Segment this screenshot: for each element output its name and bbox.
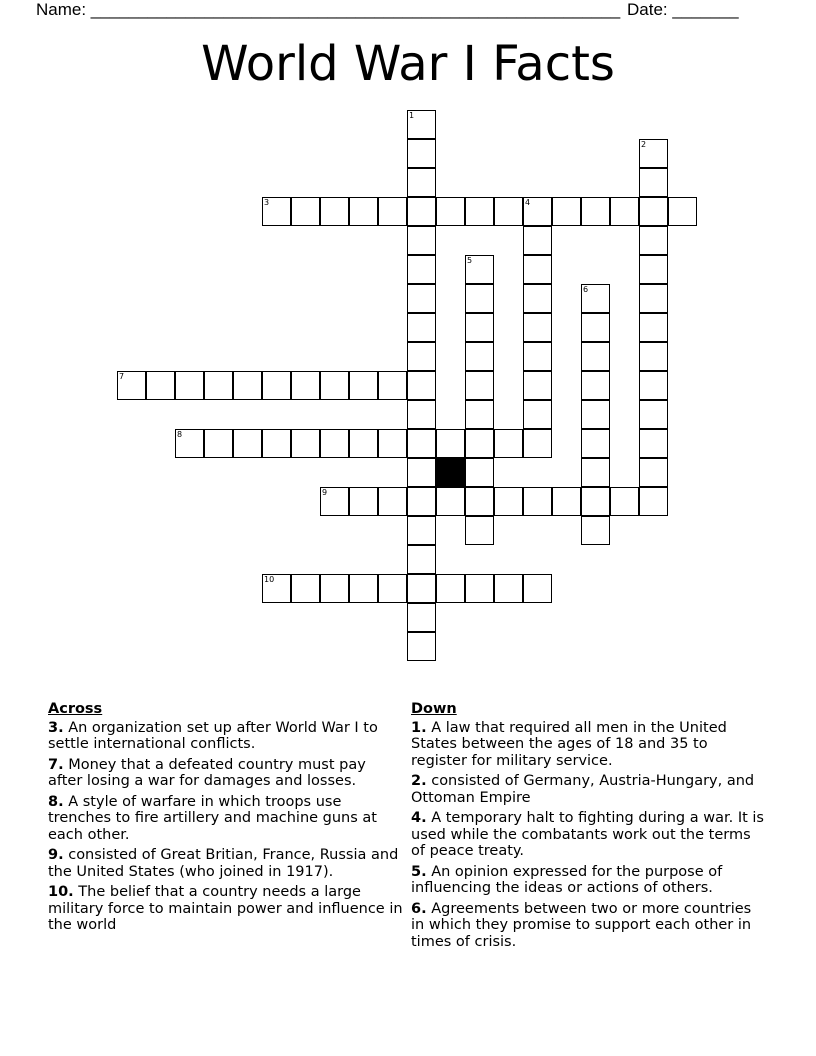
grid-cell[interactable]: [320, 574, 349, 603]
grid-cell[interactable]: [407, 110, 436, 139]
grid-cell[interactable]: [465, 574, 494, 603]
cell-number: 1: [409, 111, 415, 120]
clue-number: 7.: [48, 756, 64, 773]
grid-cell[interactable]: [639, 168, 668, 197]
page-title: World War I Facts: [201, 36, 615, 92]
clue-text: An opinion expressed for the purpose of influencing the ideas or actions of others.: [411, 863, 723, 896]
down-heading: Down: [411, 701, 457, 717]
grid-cell[interactable]: [436, 574, 465, 603]
clue-number: 8.: [48, 793, 64, 810]
grid-cell[interactable]: [465, 342, 494, 371]
clue-text: An organization set up after World War I to settle international conflicts.: [48, 719, 378, 752]
grid-cell[interactable]: [407, 371, 436, 400]
grid-cell[interactable]: [639, 226, 668, 255]
grid-cell[interactable]: [639, 371, 668, 400]
clue-number: 9.: [48, 847, 64, 863]
grid-cell[interactable]: [581, 458, 610, 487]
clue-text: consisted of Great Britian, France, Russia and the United States (who joined in 1917).: [48, 847, 399, 880]
grid-cell[interactable]: [349, 487, 378, 516]
grid-cell[interactable]: [378, 371, 407, 400]
grid-cell[interactable]: [175, 429, 204, 458]
cell-number: 3: [264, 198, 270, 207]
grid-cell[interactable]: [436, 197, 465, 226]
grid-cell[interactable]: [494, 574, 523, 603]
grid-cell[interactable]: [494, 429, 523, 458]
clue-text: A style of warfare in which troops use trenches to fire artillery and machine guns at each other.: [48, 793, 377, 843]
grid-cell[interactable]: [465, 255, 494, 284]
clue-text: Money that a defeated country must pay after losing a war for damages and losses.: [48, 756, 366, 789]
cell-number: 7: [119, 372, 125, 381]
grid-cell[interactable]: [494, 197, 523, 226]
cell-number: 4: [525, 198, 531, 207]
grid-cell[interactable]: [639, 313, 668, 342]
grid-cell[interactable]: [465, 487, 494, 516]
clue-text: A temporary halt to fighting during a war. It is used while the combatants work out the terms of peace treaty.: [411, 810, 764, 859]
grid-cell[interactable]: [407, 342, 436, 371]
grid-cell[interactable]: [407, 197, 436, 226]
grid-cell[interactable]: [407, 255, 436, 284]
clue-text: A law that required all men in the United States between the ages of 18 and 35 to register for military service.: [411, 719, 727, 769]
grid-cell[interactable]: [465, 284, 494, 313]
grid-cell[interactable]: [465, 400, 494, 429]
grid-cell[interactable]: [291, 197, 320, 226]
grid-cell[interactable]: [552, 197, 581, 226]
cell-number: 9: [322, 488, 328, 497]
clue-number: 6.: [411, 900, 427, 917]
cell-number: 5: [467, 256, 473, 265]
grid-cell[interactable]: [639, 400, 668, 429]
grid-cell[interactable]: [465, 197, 494, 226]
grid-cell[interactable]: [552, 487, 581, 516]
clue-number: 4.: [411, 810, 427, 826]
grid-cell[interactable]: [349, 197, 378, 226]
grid-cell[interactable]: [233, 429, 262, 458]
grid-cell[interactable]: [291, 371, 320, 400]
grid-cell[interactable]: [320, 487, 349, 516]
grid-cell[interactable]: [639, 487, 668, 516]
grid-cell[interactable]: [407, 632, 436, 661]
grid-cell[interactable]: [581, 284, 610, 313]
grid-cell[interactable]: [378, 197, 407, 226]
grid-cell[interactable]: [523, 313, 552, 342]
grid-cell[interactable]: [465, 516, 494, 545]
grid-cell[interactable]: [639, 255, 668, 284]
grid-cell[interactable]: [262, 197, 291, 226]
grid-cell[interactable]: [349, 429, 378, 458]
grid-cell[interactable]: [320, 429, 349, 458]
grid-cell[interactable]: [407, 603, 436, 632]
clue-text: The belief that a country needs a large military force to maintain power and influence in the world: [48, 884, 403, 933]
name-field[interactable]: Name: ________________________________________________________: [36, 0, 621, 19]
grid-cell[interactable]: [639, 429, 668, 458]
grid-cell[interactable]: [639, 342, 668, 371]
clue-number: 3.: [48, 719, 64, 736]
cell-number: 10: [264, 575, 275, 584]
clue-text: Agreements between two or more countries in which they promise to support each other in times of crisis.: [411, 900, 752, 950]
grid-cell[interactable]: [407, 458, 436, 487]
grid-cell[interactable]: [523, 487, 552, 516]
clue-item: [411, 720, 766, 770]
clue-item: [411, 901, 766, 951]
clue-item: [411, 773, 766, 806]
grid-cell[interactable]: [146, 371, 175, 400]
grid-cell[interactable]: [465, 458, 494, 487]
cell-number: 2: [641, 140, 647, 149]
grid-cell[interactable]: [407, 284, 436, 313]
grid-cell[interactable]: [291, 429, 320, 458]
grid-cell[interactable]: [204, 371, 233, 400]
grid-cell[interactable]: [349, 574, 378, 603]
grid-cell[interactable]: [581, 371, 610, 400]
grid-cell[interactable]: [523, 255, 552, 284]
clue-item: [48, 794, 403, 844]
grid-cell[interactable]: [581, 429, 610, 458]
grid-cell[interactable]: [117, 371, 146, 400]
grid-cell[interactable]: [581, 400, 610, 429]
grid-cell[interactable]: [639, 284, 668, 313]
cell-number: 6: [583, 285, 589, 294]
grid-cell[interactable]: [494, 487, 523, 516]
grid-cell[interactable]: [465, 429, 494, 458]
grid-cell[interactable]: [378, 487, 407, 516]
grid-cell[interactable]: [320, 197, 349, 226]
grid-cell[interactable]: [407, 487, 436, 516]
grid-cell[interactable]: [262, 371, 291, 400]
grid-cell[interactable]: [465, 371, 494, 400]
down-clues: [411, 701, 766, 954]
grid-cell[interactable]: [407, 139, 436, 168]
clue-item: [411, 810, 766, 860]
grid-cell[interactable]: [523, 342, 552, 371]
grid-cell[interactable]: [407, 400, 436, 429]
clue-item: [48, 847, 403, 880]
grid-cell[interactable]: [523, 574, 552, 603]
grid-cell[interactable]: [407, 574, 436, 603]
grid-cell[interactable]: [523, 226, 552, 255]
grid-cell[interactable]: [581, 197, 610, 226]
black-cell: [436, 458, 465, 487]
grid-cell[interactable]: [262, 574, 291, 603]
grid-cell[interactable]: [320, 371, 349, 400]
grid-cell[interactable]: [407, 313, 436, 342]
grid-cell[interactable]: [523, 400, 552, 429]
grid-cell[interactable]: [407, 168, 436, 197]
clue-item: [48, 884, 403, 934]
clue-item: [411, 864, 766, 897]
grid-cell[interactable]: [523, 197, 552, 226]
grid-cell[interactable]: [581, 342, 610, 371]
grid-cell[interactable]: [233, 371, 262, 400]
grid-cell[interactable]: [378, 429, 407, 458]
grid-cell[interactable]: [407, 226, 436, 255]
grid-cell[interactable]: [436, 487, 465, 516]
across-heading: Across: [48, 701, 103, 717]
grid-cell[interactable]: [581, 487, 610, 516]
date-field[interactable]: Date: _______: [627, 0, 739, 19]
clue-item: [48, 720, 403, 753]
grid-cell[interactable]: [407, 429, 436, 458]
grid-cell[interactable]: [639, 458, 668, 487]
grid-cell[interactable]: [262, 429, 291, 458]
grid-cell[interactable]: [349, 371, 378, 400]
grid-cell[interactable]: [523, 284, 552, 313]
grid-cell[interactable]: [378, 574, 407, 603]
clue-number: 1.: [411, 719, 427, 736]
grid-cell[interactable]: [639, 139, 668, 168]
clue-text: consisted of Germany, Austria-Hungary, and Ottoman Empire: [411, 773, 755, 806]
clue-item: [48, 757, 403, 790]
clue-number: 10.: [48, 884, 74, 900]
grid-cell[interactable]: [523, 371, 552, 400]
grid-cell[interactable]: [668, 197, 697, 226]
grid-cell[interactable]: [436, 429, 465, 458]
across-clues: [48, 701, 403, 938]
grid-cell[interactable]: [581, 516, 610, 545]
grid-cell[interactable]: [407, 516, 436, 545]
grid-cell[interactable]: [523, 429, 552, 458]
grid-cell[interactable]: [291, 574, 320, 603]
grid-cell[interactable]: [639, 197, 668, 226]
cell-number: 8: [177, 430, 183, 439]
grid-cell[interactable]: [407, 545, 436, 574]
grid-cell[interactable]: [465, 313, 494, 342]
grid-cell[interactable]: [204, 429, 233, 458]
grid-cell[interactable]: [610, 487, 639, 516]
clue-number: 2.: [411, 773, 427, 789]
grid-cell[interactable]: [175, 371, 204, 400]
grid-cell[interactable]: [581, 313, 610, 342]
clue-number: 5.: [411, 863, 427, 880]
grid-cell[interactable]: [610, 197, 639, 226]
